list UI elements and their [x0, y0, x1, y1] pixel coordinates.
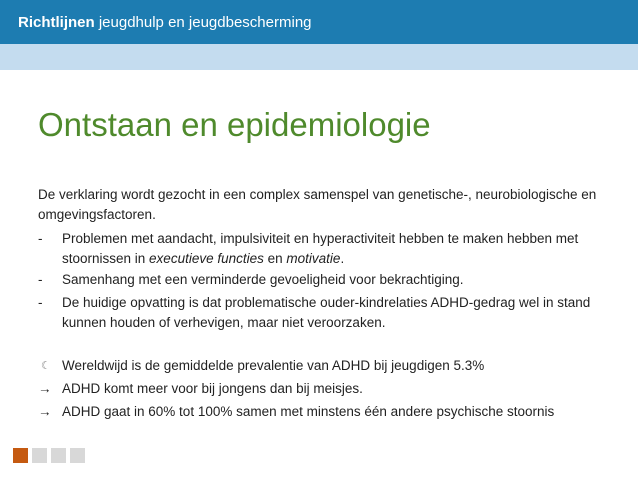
- header-title: [18, 14, 312, 32]
- dash-bullet: -: [38, 295, 43, 310]
- intro-paragraph: De verklaring wordt gezocht in een complex samenspel van genetische-, neurobiologische en omgevingsfactoren.: [38, 187, 597, 222]
- header-bar: [0, 0, 638, 44]
- arrow-right-icon: →: [38, 404, 52, 419]
- term-motivatie: motivatie: [286, 251, 341, 266]
- dash-item-text-part: en: [263, 251, 287, 266]
- page-indicator-1[interactable]: [13, 448, 28, 463]
- fact-item-3: [38, 402, 618, 422]
- fact-item-1: [38, 356, 618, 376]
- dash-bullet: -: [38, 272, 43, 287]
- header-brand-bold: Richtlijnen: [18, 14, 95, 31]
- dash-item-3: [38, 293, 618, 333]
- fact-item-2: [38, 379, 618, 399]
- dash-item-text: De huidige opvatting is dat problematische ouder-kindrelaties ADHD-gedrag wel in stand kunnen houden of verhevigen, maar niet veroorzaken.: [62, 295, 591, 330]
- fact-text: ADHD gaat in 60% tot 100% samen met minstens één andere psychische stoornis: [62, 404, 555, 419]
- slide-title: Ontstaan en epidemiologie: [38, 106, 431, 143]
- dash-item-2: [38, 270, 618, 290]
- header-subbar: [0, 44, 638, 70]
- fact-text: Wereldwijd is de gemiddelde prevalentie van ADHD bij jeugdigen 5.3%: [62, 358, 485, 373]
- dash-item-text-part: Problemen met aandacht, impulsiviteit en hyperactiviteit hebben te maken hebben met stoornissen in: [62, 231, 579, 266]
- dash-bullet: -: [38, 231, 43, 246]
- page-indicator-3[interactable]: [51, 448, 66, 463]
- dash-item-text: [62, 229, 618, 269]
- dash-item-text: Samenhang met een verminderde gevoeligheid voor bekrachtiging.: [62, 272, 464, 287]
- fact-text: ADHD komt meer voor bij jongens dan bij meisjes.: [62, 381, 363, 396]
- dash-item-1: [38, 229, 618, 269]
- moon-icon: ☾: [41, 360, 51, 372]
- page-indicator-2[interactable]: [32, 448, 47, 463]
- dash-item-text-part: .: [340, 251, 345, 266]
- header-brand-rest: jeugdhulp en jeugdbescherming: [94, 14, 312, 31]
- page-indicator-4[interactable]: [70, 448, 85, 463]
- arrow-right-icon: →: [38, 381, 52, 396]
- term-executieve-functies: executieve functies: [149, 251, 264, 266]
